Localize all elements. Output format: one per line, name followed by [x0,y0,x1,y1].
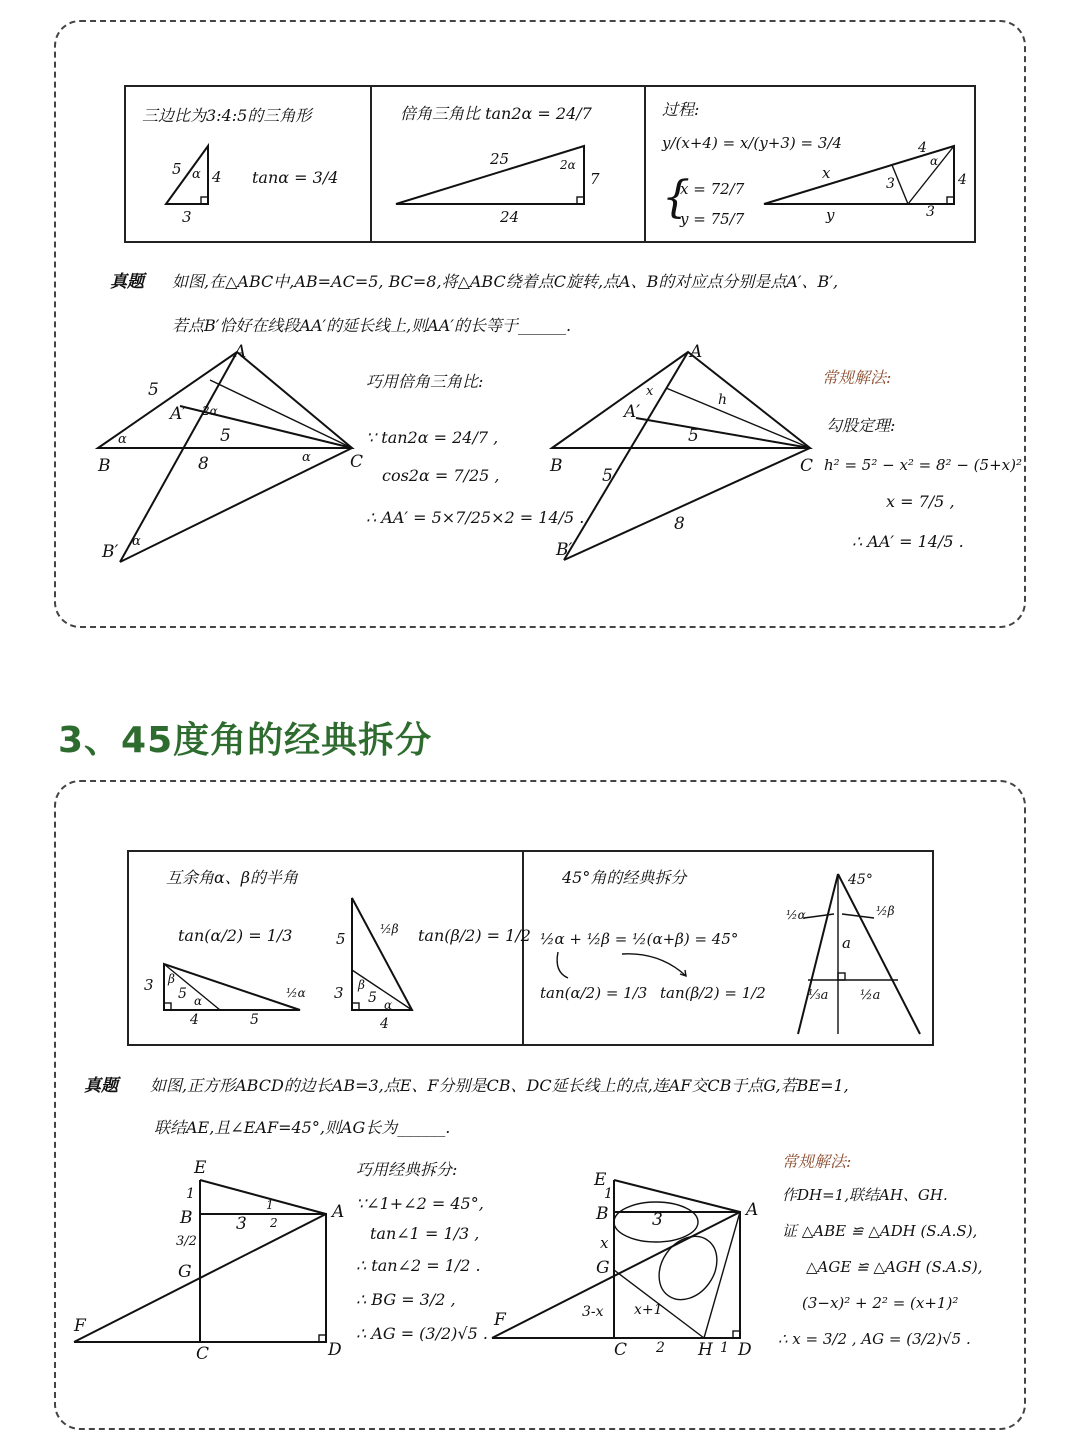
s2-left-figure [70,1170,340,1350]
s1-c3-label-3a: 3 [886,176,895,192]
s2-method2-title: 常规解法: [782,1152,852,1171]
s2-c2-line1: ½α + ½β = ½(α+β) = 45° [540,930,739,948]
s1-c1-label-3: 3 [182,208,192,226]
s2-right-E: E [594,1170,607,1190]
s2-c1a-5a: 5 [178,986,187,1002]
s1-method2-line2: h² = 5² − x² = 8² − (5+x)² [824,456,1022,474]
s2-c1a-4: 4 [190,1012,199,1028]
s2-method1-line1: ∵∠1+∠2 = 45°, [356,1194,484,1213]
s2-left-1b: 1 [266,1198,274,1212]
s1-c3-y: y = 75/7 [680,210,745,228]
s1-c1-label-5: 5 [172,160,182,178]
s1-right-x: x [646,384,654,399]
s2-c2-figure [784,870,924,1040]
s2-right-G: G [596,1258,610,1278]
s1-left-alpha3: α [132,534,141,549]
s1-left-alpha2: α [302,450,311,465]
s1-right-figure [548,340,818,570]
s2-right-C: C [614,1340,628,1360]
s2-method2-line2: 证 △ABE ≌ △ADH (S.A.S), [782,1222,978,1240]
s1-left-5a: 5 [148,380,159,400]
s2-right-F: F [494,1310,506,1330]
s1-c3-label-alpha: α [930,154,939,168]
s2-c2-tan-a: tan(α/2) = 1/3 [540,984,648,1002]
s1-left-8: 8 [198,454,209,474]
s1-c1-formula: tanα = 3/4 [252,168,339,187]
s1-c2-label-7: 7 [590,170,600,188]
s1-method1-title: 巧用倍角三角比: [366,372,484,391]
s2-right-x: x [600,1234,609,1252]
s2-c1a-beta: β [168,972,175,986]
s2-c1b-5a: 5 [336,930,346,948]
s1-right-A: A [690,342,703,362]
s2-c1a-3: 3 [144,976,154,994]
s2-right-A: A [746,1200,759,1220]
s1-method1-line1: ∵ tan2α = 24/7 , [366,428,499,447]
s1-left-alpha1: α [118,432,127,447]
s1-method2-line3: x = 7/5 , [886,492,955,511]
s1-c3-label-4b: 4 [958,172,967,188]
s2-right-2: 2 [656,1340,665,1356]
s2-c1b-beta: β [358,978,365,992]
s1-method2-line4: ∴ AA′ = 14/5 . [852,532,964,551]
s2-right-figure [490,1172,750,1344]
s2-c1b-4: 4 [380,1016,389,1032]
s2-left-E: E [194,1158,207,1178]
s2-c2-tan-b: tan(β/2) = 1/2 [660,984,766,1002]
s1-c3-brace: { [662,172,690,223]
s2-method2-line3: △AGE ≌ △AGH (S.A.S), [806,1258,983,1276]
s1-c3-label-4a: 4 [918,140,927,156]
s2-left-2: 2 [270,1216,278,1230]
s1-right-B: B [550,456,563,476]
s2-c1a-5b: 5 [250,1012,259,1028]
s2-right-1b: 1 [720,1340,729,1356]
s1-problem-line2: 若点B′恰好在线段AA′的延长线上,则AA′的长等于______. [172,316,572,335]
s1-right-B1: B′ [556,540,573,560]
s2-method2-line1: 作DH=1,联结AH、GH. [782,1186,948,1204]
s2-method1-line2: tan∠1 = 1/3 , [370,1224,480,1243]
s1-problem-line1: 如图,在△ABC中,AB=AC=5, BC=8,将△ABC绕着点C旋转,点A、B的对应点分别是点A′、B′, [172,272,839,291]
s1-problem-label: 真题 [110,272,144,292]
s1-c1-triangle [160,140,220,210]
s1-method1-line2: cos2α = 7/25 , [382,466,500,485]
s2-problem-line1: 如图,正方形ABCD的边长AB=3,点E、F分别是CB、DC延长线上的点,连AF交CB于点G,若BE=1, [150,1076,849,1095]
s2-c1b-halfbeta: ½β [380,922,399,936]
s1-left-C: C [350,452,364,472]
s2-c2-title: 45°角的经典拆分 [562,868,687,887]
s2-left-3: 3 [236,1214,247,1234]
s2-method1-line3: ∴ tan∠2 = 1/2 . [356,1256,481,1275]
s2-right-D: D [738,1340,752,1360]
s1-c3-label-x: x [822,164,831,182]
s2-left-3half: 3/2 [176,1234,197,1249]
s2-c2-arrows [550,948,710,984]
s1-right-C: C [800,456,814,476]
s1-c2-label-25: 25 [490,150,510,168]
s2-c2-a: a [842,934,851,952]
s1-left-B: B [98,456,111,476]
s1-c2-label-24: 24 [500,208,520,226]
s2-problem-label: 真题 [84,1076,118,1096]
s1-c3-title: 过程: [662,100,700,119]
s1-c3-x: x = 72/7 [680,180,745,198]
s2-method2-line4: (3−x)² + 2² = (x+1)² [802,1294,959,1312]
s2-c1b-3: 3 [334,984,344,1002]
s2-method1-line4: ∴ BG = 3/2 , [356,1290,456,1309]
s1-left-A: A [234,342,247,362]
s1-method2-title: 常规解法: [822,368,892,387]
s2-right-3-x: 3-x [582,1304,604,1320]
s2-left-F: F [74,1316,86,1336]
s1-c3-line1: y/(x+4) = x/(y+3) = 3/4 [662,134,842,152]
s2-left-D: D [328,1340,342,1360]
s1-right-5b: 5 [602,466,613,486]
s1-c1-title: 三边比为3:4:5的三角形 [142,106,312,125]
s1-left-A1: A′ [170,404,187,424]
s2-c1a-alpha: α [194,994,203,1008]
s1-right-h: h [718,392,728,408]
s2-c1b-5b: 5 [368,990,377,1006]
s1-right-A1: A′ [624,402,641,422]
s2-right-H: H [698,1340,713,1360]
s2-c2-halfbeta: ½β [876,904,895,918]
s2-c2-45deg: 45° [848,872,873,888]
s1-method1-line3: ∴ AA′ = 5×7/25×2 = 14/5 . [366,508,585,527]
s2-c2-halfalpha: ½α [786,908,806,922]
s1-c2-title: 倍角三角比 tan2α = 24/7 [400,104,592,123]
s2-c1a-halfalpha: ½α [286,986,306,1000]
s2-problem-line2: 联结AE,且∠EAF=45°,则AG长为______. [154,1118,451,1137]
s2-method1-line5: ∴ AG = (3/2)√5 . [356,1324,488,1343]
s2-right-B: B [596,1204,609,1224]
s2-method2-line5: ∴ x = 3/2 , AG = (3/2)√5 . [778,1330,971,1348]
s2-c1b-alpha: α [384,998,393,1012]
s1-left-B1: B′ [102,542,119,562]
s2-c1-tan-a: tan(α/2) = 1/3 [178,926,293,945]
s1-left-5b: 5 [220,426,231,446]
s1-c3-label-y: y [826,206,835,224]
section2-title: 3、45度角的经典拆分 [58,720,433,761]
s1-c3-label-3b: 3 [926,204,935,220]
s1-right-5a: 5 [688,426,699,446]
s2-c1-tan-b: tan(β/2) = 1/2 [418,926,531,945]
s2-right-1a: 1 [604,1186,613,1202]
s2-c2-half-a: ½a [860,988,881,1003]
s1-c1-label-alpha: α [192,167,201,182]
s2-right-3: 3 [652,1210,663,1230]
s2-left-1a: 1 [186,1186,195,1202]
s2-left-G: G [178,1262,192,1282]
s2-left-A: A [332,1202,345,1222]
s1-right-8: 8 [674,514,685,534]
s2-c1-title: 互余角α、β的半角 [166,868,299,887]
s2-method1-title: 巧用经典拆分: [356,1160,458,1179]
s2-left-C: C [196,1344,210,1364]
s1-c1-label-4: 4 [212,168,222,186]
s1-left-2alpha: 2α [202,404,218,418]
s2-left-B: B [180,1208,193,1228]
s2-right-x+1: x+1 [634,1302,663,1318]
s2-c2-third-a: ⅓a [808,988,829,1003]
s1-method2-line1: 勾股定理: [826,416,896,435]
s1-c2-label-2a: 2α [560,158,576,172]
